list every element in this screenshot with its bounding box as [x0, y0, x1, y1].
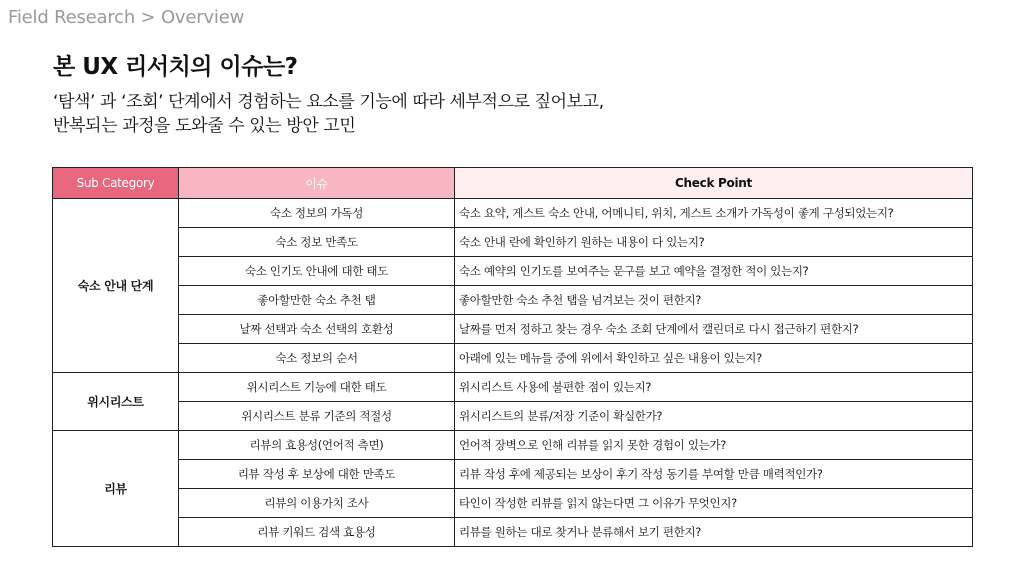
issue-cell: 숙소 인기도 안내에 대한 태도	[179, 257, 455, 286]
check-point-cell: 숙소 안내 란에 확인하기 원하는 내용이 다 있는지?	[455, 228, 973, 257]
column-header-issue: 이슈	[179, 168, 455, 199]
table-row	[53, 489, 973, 518]
check-point-cell: 숙소 요약, 게스트 숙소 안내, 어메니티, 위치, 게스트 소개가 가독성이 좋게 구성되었는지?	[455, 199, 973, 228]
issue-cell: 위시리스트 기능에 대한 태도	[179, 373, 455, 402]
table-row	[53, 315, 973, 344]
page-description	[53, 90, 953, 138]
check-point-cell: 언어적 장벽으로 인해 리뷰를 읽지 못한 경험이 있는가?	[455, 431, 973, 460]
table-row	[53, 373, 973, 402]
issue-cell: 리뷰 작성 후 보상에 대한 만족도	[179, 460, 455, 489]
breadcrumb: Field Research > Overview	[8, 7, 245, 28]
description-line: 반복되는 과정을 도와줄 수 있는 방안 고민	[53, 116, 356, 136]
column-header-sub-category: Sub Category	[53, 168, 179, 199]
category-cell: 리뷰	[53, 431, 179, 547]
table-row	[53, 431, 973, 460]
category-cell: 위시리스트	[53, 373, 179, 431]
page-title: 본 UX 리서치의 이슈는?	[53, 54, 298, 80]
table-row	[53, 257, 973, 286]
issue-cell: 날짜 선택과 숙소 선택의 호환성	[179, 315, 455, 344]
table-row	[53, 460, 973, 489]
issue-cell: 숙소 정보의 순서	[179, 344, 455, 373]
table-row	[53, 344, 973, 373]
table-row	[53, 228, 973, 257]
issue-cell: 숙소 정보 만족도	[179, 228, 455, 257]
check-point-cell: 위시리스트의 분류/저장 기준이 확실한가?	[455, 402, 973, 431]
table-header-row	[53, 168, 973, 199]
issue-cell: 리뷰의 이용가치 조사	[179, 489, 455, 518]
issue-cell: 리뷰의 효용성(언어적 측면)	[179, 431, 455, 460]
issue-cell: 위시리스트 분류 기준의 적절성	[179, 402, 455, 431]
table-row	[53, 518, 973, 547]
check-point-cell: 위시리스트 사용에 불편한 점이 있는지?	[455, 373, 973, 402]
check-point-cell: 숙소 예약의 인기도를 보여주는 문구를 보고 예약을 결정한 적이 있는지?	[455, 257, 973, 286]
check-point-cell: 아래에 있는 메뉴들 중에 위에서 확인하고 싶은 내용이 있는지?	[455, 344, 973, 373]
category-cell: 숙소 안내 단계	[53, 199, 179, 373]
check-point-cell: 좋아할만한 숙소 추천 탭을 넘겨보는 것이 편한지?	[455, 286, 973, 315]
table-row	[53, 199, 973, 228]
issue-cell: 숙소 정보의 가독성	[179, 199, 455, 228]
issue-cell: 리뷰 키워드 검색 효용성	[179, 518, 455, 547]
check-point-cell: 타인이 작성한 리뷰를 읽지 않는다면 그 이유가 무엇인지?	[455, 489, 973, 518]
table-row	[53, 286, 973, 315]
issue-cell: 좋아할만한 숙소 추천 탭	[179, 286, 455, 315]
column-header-check-point: Check Point	[455, 168, 973, 199]
check-point-cell: 리뷰 작성 후에 제공되는 보상이 후기 작성 동기를 부여할 만큼 매력적인가?	[455, 460, 973, 489]
table-row	[53, 402, 973, 431]
description-line: ‘탐색’ 과 ‘조회’ 단계에서 경험하는 요소를 기능에 따라 세부적으로 짚어보고,	[53, 92, 604, 112]
check-point-cell: 리뷰를 원하는 대로 찾거나 분류해서 보기 편한지?	[455, 518, 973, 547]
check-point-cell: 날짜를 먼저 정하고 찾는 경우 숙소 조회 단계에서 캘린더로 다시 접근하기 편한지?	[455, 315, 973, 344]
research-issues-table	[52, 167, 973, 547]
